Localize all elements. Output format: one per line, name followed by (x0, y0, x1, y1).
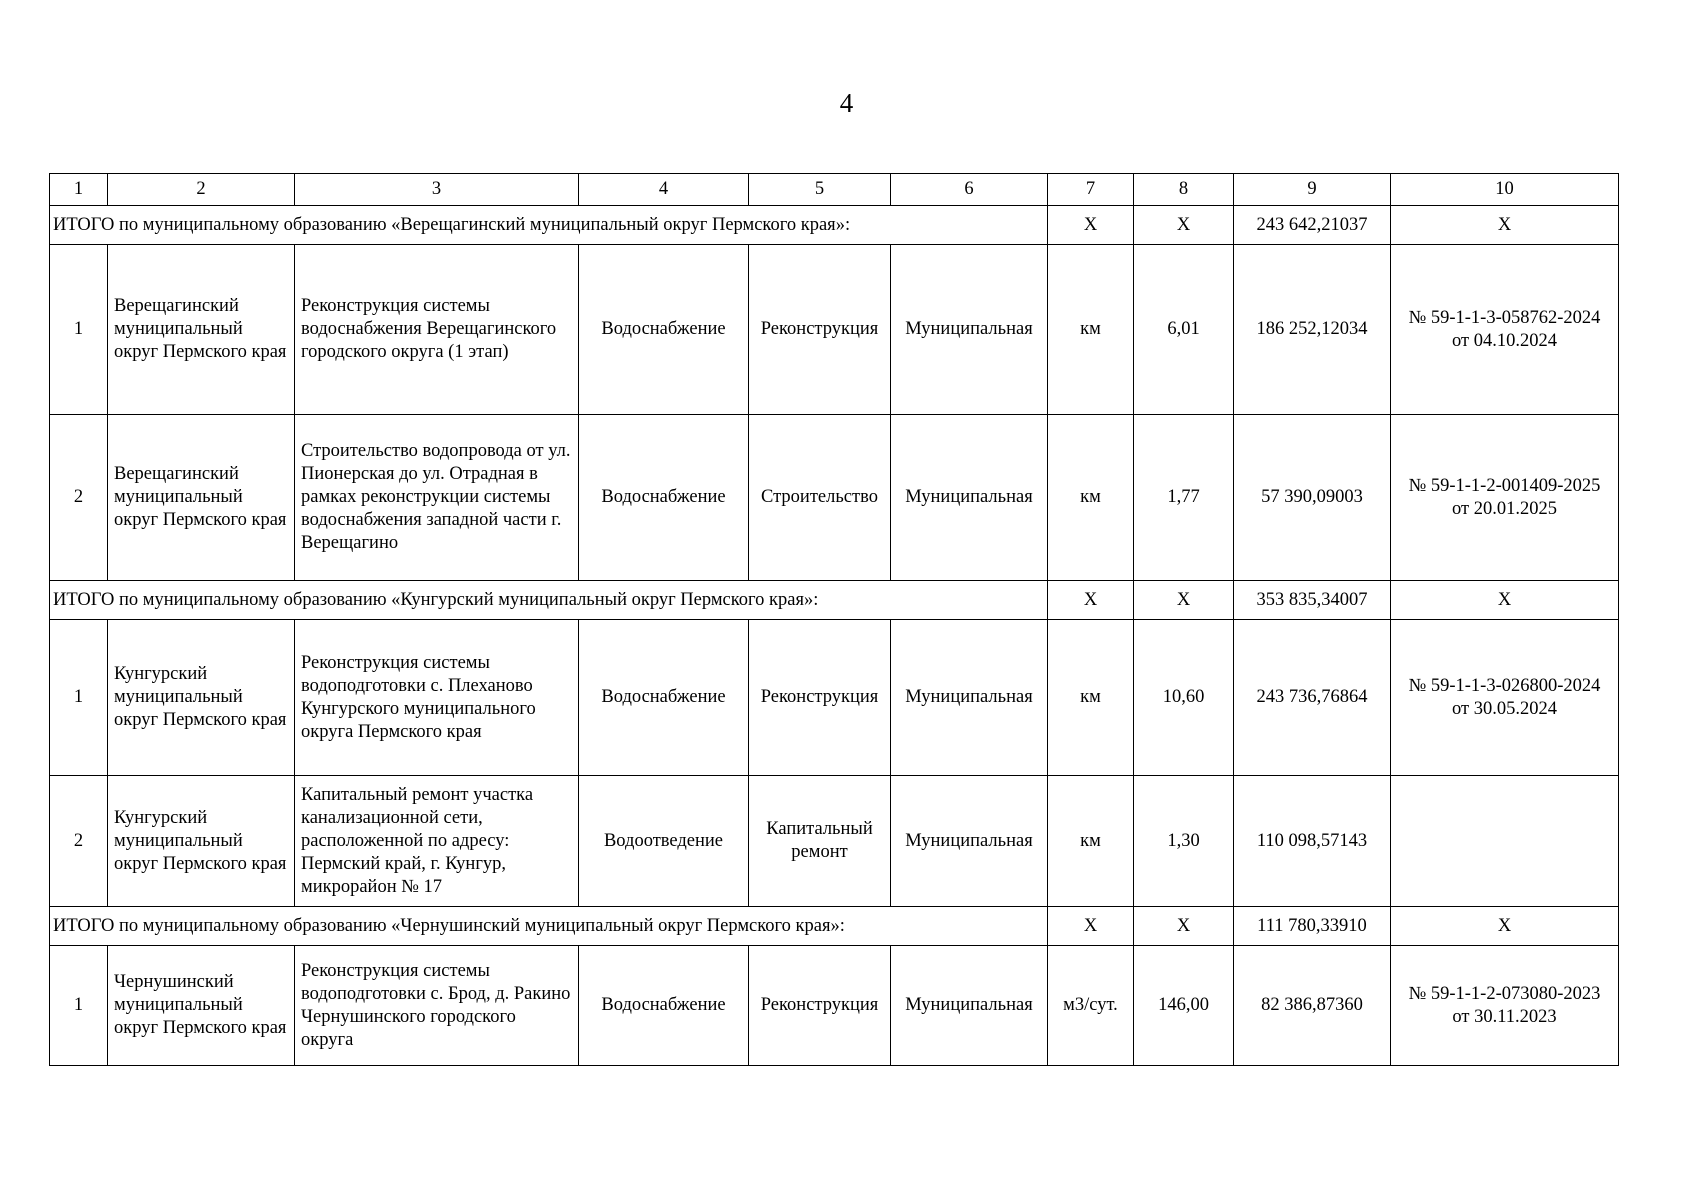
municipality-cell: Верещагинский муниципальный округ Пермского края (108, 245, 295, 415)
column-number: 10 (1391, 174, 1619, 206)
ownership-cell: Муниципальная (891, 415, 1048, 581)
municipality-cell: Чернушинский муниципальный округ Пермского края (108, 946, 295, 1066)
unit-cell: км (1048, 620, 1134, 776)
total-c7: X (1048, 206, 1134, 245)
total-c7: X (1048, 581, 1134, 620)
municipality-cell: Верещагинский муниципальный округ Пермского края (108, 415, 295, 581)
sphere-cell: Водоотведение (579, 776, 749, 907)
ownership-cell: Муниципальная (891, 776, 1048, 907)
document-date: от 20.01.2025 (1452, 498, 1557, 519)
total-c8: X (1134, 581, 1234, 620)
column-number: 7 (1048, 174, 1134, 206)
row-number: 1 (50, 245, 108, 415)
document-number: № 59-1-1-3-026800-2024 (1408, 675, 1601, 696)
capacity-cell: 6,01 (1134, 245, 1234, 415)
total-c7: X (1048, 907, 1134, 946)
column-number: 5 (749, 174, 891, 206)
document-number: № 59-1-1-2-073080-2023 (1408, 983, 1601, 1004)
object-cell: Реконструкция системы водоподготовки с. Брод, д. Ракино Чернушинского городского округа (295, 946, 579, 1066)
table-row (50, 415, 1619, 581)
column-number: 4 (579, 174, 749, 206)
document-date: от 30.11.2023 (1452, 1006, 1557, 1027)
total-amount: 353 835,34007 (1234, 581, 1391, 620)
sphere-cell: Водоснабжение (579, 415, 749, 581)
total-label: ИТОГО по муниципальному образованию «Верещагинский муниципальный округ Пермского края»: (50, 206, 1048, 245)
capacity-cell: 10,60 (1134, 620, 1234, 776)
row-number: 1 (50, 620, 108, 776)
total-c10: X (1391, 907, 1619, 946)
total-c8: X (1134, 206, 1234, 245)
document-cell (1391, 946, 1619, 1066)
total-c8: X (1134, 907, 1234, 946)
document-date: от 30.05.2024 (1452, 698, 1557, 719)
row-number: 2 (50, 776, 108, 907)
column-number-row (50, 174, 1619, 206)
table-row (50, 245, 1619, 415)
work-type-cell: Строительство (749, 415, 891, 581)
ownership-cell: Муниципальная (891, 245, 1048, 415)
cost-cell: 82 386,87360 (1234, 946, 1391, 1066)
cost-cell: 243 736,76864 (1234, 620, 1391, 776)
total-label: ИТОГО по муниципальному образованию «Кунгурский муниципальный округ Пермского края»: (50, 581, 1048, 620)
object-cell: Реконструкция системы водоподготовки с. Плеханово Кунгурского муниципального округа Пермского края (295, 620, 579, 776)
object-cell: Реконструкция системы водоснабжения Верещагинского городского округа (1 этап) (295, 245, 579, 415)
table-row (50, 776, 1619, 907)
total-row (50, 581, 1619, 620)
document-cell (1391, 245, 1619, 415)
work-type-cell: Капитальный ремонт (749, 776, 891, 907)
total-row (50, 907, 1619, 946)
capacity-cell: 1,30 (1134, 776, 1234, 907)
unit-cell: км (1048, 245, 1134, 415)
unit-cell: км (1048, 776, 1134, 907)
ownership-cell: Муниципальная (891, 620, 1048, 776)
projects-table (49, 173, 1619, 1066)
column-number: 1 (50, 174, 108, 206)
unit-cell: м3/сут. (1048, 946, 1134, 1066)
total-c10: X (1391, 581, 1619, 620)
table-row (50, 946, 1619, 1066)
total-label: ИТОГО по муниципальному образованию «Чернушинский муниципальный округ Пермского края»: (50, 907, 1048, 946)
document-cell (1391, 776, 1619, 907)
total-row (50, 206, 1619, 245)
column-number: 8 (1134, 174, 1234, 206)
sphere-cell: Водоснабжение (579, 245, 749, 415)
cost-cell: 186 252,12034 (1234, 245, 1391, 415)
column-number: 9 (1234, 174, 1391, 206)
sphere-cell: Водоснабжение (579, 946, 749, 1066)
municipality-cell: Кунгурский муниципальный округ Пермского края (108, 620, 295, 776)
row-number: 1 (50, 946, 108, 1066)
column-number: 6 (891, 174, 1048, 206)
table-row (50, 620, 1619, 776)
cost-cell: 57 390,09003 (1234, 415, 1391, 581)
document-cell (1391, 620, 1619, 776)
total-amount: 243 642,21037 (1234, 206, 1391, 245)
object-cell: Строительство водопровода от ул. Пионерская до ул. Отрадная в рамках реконструкции системы водоснабжения западной части г. Верещагино (295, 415, 579, 581)
document-number: № 59-1-1-2-001409-2025 (1408, 475, 1601, 496)
total-amount: 111 780,33910 (1234, 907, 1391, 946)
document-number: № 59-1-1-3-058762-2024 (1408, 307, 1601, 328)
object-cell: Капитальный ремонт участка канализационной сети, расположенной по адресу: Пермский край, г. Кунгур, микрорайон № 17 (295, 776, 579, 907)
total-c10: X (1391, 206, 1619, 245)
column-number: 3 (295, 174, 579, 206)
sphere-cell: Водоснабжение (579, 620, 749, 776)
work-type-cell: Реконструкция (749, 946, 891, 1066)
row-number: 2 (50, 415, 108, 581)
document-date: от 04.10.2024 (1452, 330, 1557, 351)
capacity-cell: 1,77 (1134, 415, 1234, 581)
page-number: 4 (839, 88, 854, 118)
municipality-cell: Кунгурский муниципальный округ Пермского края (108, 776, 295, 907)
cost-cell: 110 098,57143 (1234, 776, 1391, 907)
column-number: 2 (108, 174, 295, 206)
capacity-cell: 146,00 (1134, 946, 1234, 1066)
unit-cell: км (1048, 415, 1134, 581)
work-type-cell: Реконструкция (749, 620, 891, 776)
work-type-cell: Реконструкция (749, 245, 891, 415)
ownership-cell: Муниципальная (891, 946, 1048, 1066)
document-cell (1391, 415, 1619, 581)
